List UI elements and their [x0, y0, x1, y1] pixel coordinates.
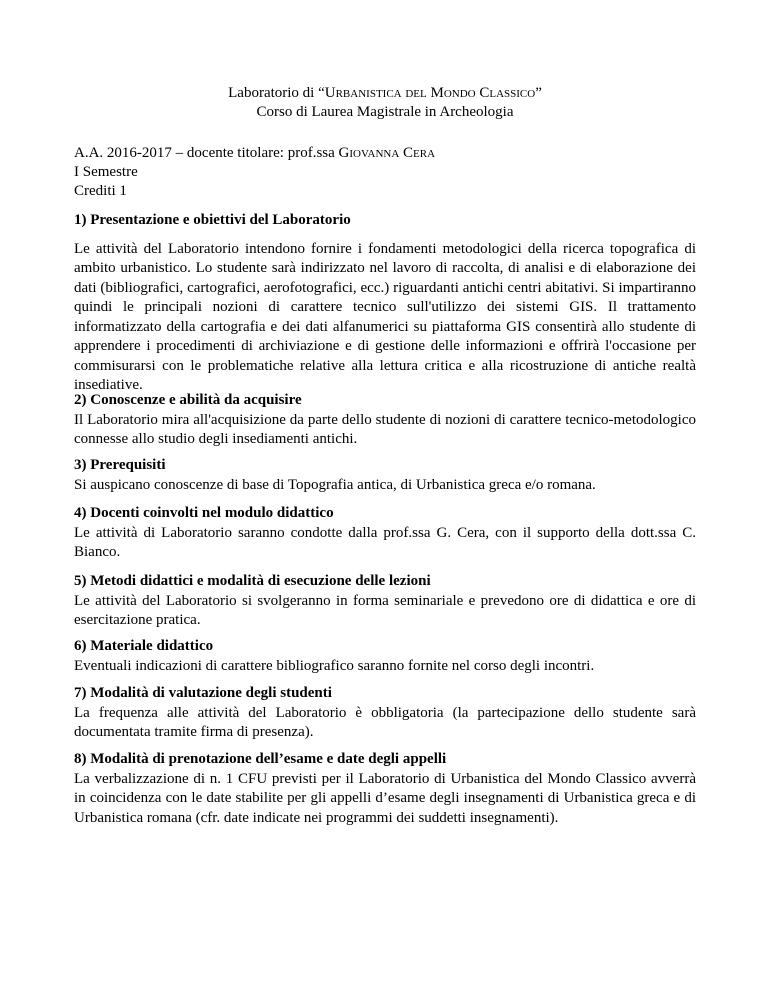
- section-body: Eventuali indicazioni di carattere bibliografico saranno fornite nel corso degli incontri.: [74, 657, 595, 674]
- section-body: Le attività del Laboratorio intendono fornire i fondamenti metodologici della ricerca topografica di ambito urbanistico. Lo studente sarà indirizzato nel lavoro di raccolta, di analisi e di elaborazione dei dati (bibliografici, cartografici, aerofotografici, ecc.) riguardanti antichi centri abitativi. Si impartiranno quindi le principali nozioni di carattere tecnico sull'utilizzo dei sistemi GIS. Il trattamento informatizzato della cartografia e dei dati alfanumerici su piattaforma GIS consentirà allo studente di apprendere i procedimenti di archiviazione e di gestione delle informazioni e offrirà l'occasione per commisurarsi con le problematiche relative alla lettura critica e alla ricostruzione di antiche realtà insediative.: [74, 240, 696, 393]
- section-heading: 2) Conoscenze e abilità da acquisire: [74, 392, 302, 408]
- section-body: Si auspicano conoscenze di base di Topografia antica, di Urbanistica greca e/o romana.: [74, 476, 596, 493]
- section-7: [74, 684, 696, 743]
- section-2: [74, 391, 696, 450]
- section-6: [74, 637, 696, 676]
- section-heading: 4) Docenti coinvolti nel modulo didattico: [74, 505, 334, 521]
- section-body: Le attività del Laboratorio si svolgeranno in forma seminariale e prevedono ore di didattica e ore di esercitazione pratica.: [74, 592, 696, 628]
- document-title: [74, 84, 696, 104]
- section-3: [74, 456, 696, 495]
- degree-subtitle: Corso di Laurea Magistrale in Archeologia: [256, 104, 514, 120]
- section-body: Le attività di Laboratorio saranno condotte dalla prof.ssa G. Cera, con il supporto della dott.ssa C. Bianco.: [74, 524, 696, 560]
- year-prefix: A.A. 2016-2017 – docente titolare: prof.ssa: [74, 145, 339, 161]
- section-1: [74, 211, 696, 396]
- semester-line: I Semestre: [74, 164, 138, 180]
- section-heading: 6) Materiale didattico: [74, 638, 214, 654]
- course-title: Urbanistica del Mondo Classico: [324, 85, 536, 101]
- section-heading: 8) Modalità di prenotazione dell’esame e date degli appelli: [74, 751, 447, 767]
- title-suffix: ”: [535, 85, 542, 101]
- section-body: La frequenza alle attività del Laboratorio è obbligatoria (la partecipazione dello studente sarà documentata tramite firma di presenza).: [74, 704, 696, 740]
- section-heading: 1) Presentazione e obiettivi del Laboratorio: [74, 212, 351, 228]
- section-8: [74, 750, 696, 828]
- teacher-name: Giovanna Cera: [338, 145, 436, 161]
- credits-line: Crediti 1: [74, 183, 127, 199]
- section-5: [74, 572, 696, 631]
- section-4: [74, 504, 696, 563]
- section-body: La verbalizzazione di n. 1 CFU previsti per il Laboratorio di Urbanistica del Mondo Classico avverrà in coincidenza con le date stabilite per gli appelli d’esame degli insegnamenti di Urbanistica greca e di Urbanistica romana (cfr. date indicate nei programmi dei suddetti insegnamenti).: [74, 770, 696, 826]
- section-heading: 5) Metodi didattici e modalità di esecuzione delle lezioni: [74, 573, 431, 589]
- section-body: Il Laboratorio mira all'acquisizione da parte dello studente di nozioni di carattere tecnico-metodologico connesse allo studio degli insediamenti antichi.: [74, 411, 696, 447]
- title-prefix: Laboratorio di “: [228, 85, 325, 101]
- section-heading: 3) Prerequisiti: [74, 457, 166, 473]
- section-heading: 7) Modalità di valutazione degli studenti: [74, 685, 332, 701]
- academic-year-line: [74, 144, 435, 164]
